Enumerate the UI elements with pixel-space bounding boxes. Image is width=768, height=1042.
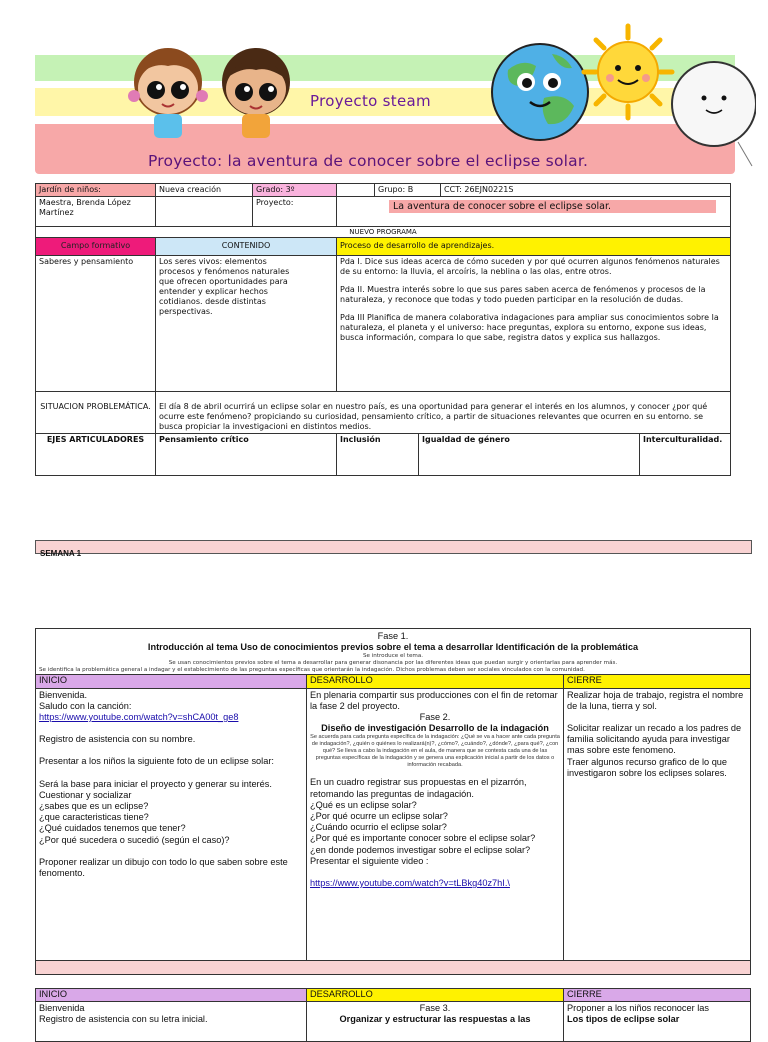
desarrollo-q4: ¿Por qué es importante conocer sobre el eclipse solar? (310, 833, 536, 844)
desarrollo-q5: ¿en donde podemos investigar sobre el eclipse solar? (310, 844, 531, 855)
fase1-sub1: Se introduce el tema. (362, 653, 424, 660)
inicio2-registro: Registro de asistencia con su letra inicial. (39, 1014, 208, 1025)
inicio-saludo: Saludo con la canción: (39, 700, 132, 711)
inicio-base: Será la base para iniciar el proyecto y generar su interés. (39, 778, 272, 789)
inicio-cuestionar: Cuestionar y socializar (39, 789, 132, 800)
pda-3: Pda III Planifica de manera colaborativa indagaciones para ampliar sus conocimientos sobre la naturaleza, el planeta y el universo: hace preguntas, explora su entorno, expone sus ideas, busca información, compara lo que sabe, registra datos y explica sus hallazgos. (340, 313, 719, 342)
fase3-label: Fase 3. (419, 1003, 451, 1014)
inicio-song-link[interactable]: https://www.youtube.com/watch?v=shCA00t_ge8 (39, 712, 239, 723)
cierre-header: CIERRE (564, 675, 751, 688)
semana-label: SEMANA 1 (40, 549, 82, 558)
desarrollo-plenaria: En plenaria compartir sus producciones con el fin de retomar la fase 2 del proyecto. (310, 689, 558, 711)
grade-value: Grado: 3º (253, 184, 337, 197)
eje-interculturalidad: Interculturalidad. (643, 435, 723, 444)
project-title: Proyecto: la aventura de conocer sobre el eclipse solar. (148, 152, 589, 170)
cierre2-header: CIERRE (564, 989, 751, 1002)
contenido-value: Los seres vivos: elementos procesos y fenómenos naturales que ofrecen oportunidades para entender y explicar hechos cotidianos. desde distintas perspectivas. (156, 256, 337, 392)
fase1-label: Fase 1. (377, 631, 409, 641)
desarrollo-video: Presentar el siguiente video : (310, 855, 429, 866)
ejes-label: EJES ARTICULADORES (36, 434, 156, 476)
group-value: Grupo: B (375, 184, 441, 197)
sun-illustration (580, 22, 676, 122)
inicio-q2: ¿que caracteristicas tiene? (39, 812, 149, 823)
cierre2-proponer: Proponer a los niños reconocer las (567, 1003, 709, 1014)
separator-band (36, 960, 751, 974)
inicio-header: INICIO (36, 675, 307, 688)
inicio-bienvenida: Bienvenida. (39, 689, 88, 700)
cierre-recado: Solicitar realizar un recado a los padres de familia solicitando ayuda para investigar mas sobre este fenomeno. (567, 723, 742, 756)
banner-title: Proyecto steam (310, 92, 431, 110)
desarrollo-q2: ¿Por qué ocurre un eclipse solar? (310, 811, 448, 822)
campo-header: Campo formativo (36, 238, 156, 256)
earth-illustration (488, 40, 592, 144)
inicio-q1: ¿sabes que es un eclipse? (39, 801, 149, 812)
inicio-q3: ¿Qué cuidados tenemos que tener? (39, 823, 186, 834)
program-label: NUEVO PROGRAMA (36, 227, 731, 238)
inicio-foto: Presentar a los niños la siguiente foto de un eclipse solar: (39, 756, 274, 767)
desarrollo-video-link[interactable]: https://www.youtube.com/watch?v=tLBkg40z7hI.\ (310, 878, 510, 889)
campo-value: Saberes y pensamiento (36, 256, 156, 392)
fase2-sub: Se acuerda para cada pregunta específica de la indagación: ¿Qué se va a hacer ante cada pregunta de indagación?, ¿quién o quiénes lo realizará(n)?, ¿cómo?, ¿cuándo?, ¿dónde?, ¿para qué?, ¿con qué? Se lleva a cabo la indagación en el aula, de manera que se contesta cada una de las preguntas específicas de la indagación y se genera una explicación inicial a partir de los datos o información recabada. (310, 734, 560, 769)
pda-1: Pda I. Dice sus ideas acerca de cómo suceden y por qué ocurren algunos fenómenos naturales de su entorno: la lluvia, el arcoíris, la neblina o las olas, entre otros. (340, 257, 720, 276)
teacher-name: Maestra, Brenda López Martínez (36, 197, 156, 227)
contenido-header: CONTENIDO (156, 238, 337, 256)
desarrollo-cuadro: En un cuadro registrar sus propuestas en el pizarrón, retomando las preguntas de indagación. (310, 777, 527, 799)
desarrollo-q3: ¿Cuándo ocurrio el eclipse solar? (310, 822, 447, 833)
cct-value: CCT: 26EJN0221S (441, 184, 731, 197)
inicio-q4: ¿Por qué sucedera o sucedió (según el caso)? (39, 834, 230, 845)
inicio-dibujo: Proponer realizar un dibujo con todo lo que saben sobre este fenomento. (39, 856, 288, 879)
situacion-label: SITUACION PROBLEMÁTICA. (36, 392, 156, 434)
fase3-title: Organizar y estructurar las respuestas a las (339, 1014, 531, 1025)
inicio2-bienvenida: Bienvenida (39, 1003, 85, 1014)
kinder-name: Nueva creación (156, 184, 253, 197)
plan-table (35, 628, 751, 986)
project-name: La aventura de conocer sobre el eclipse solar. (389, 200, 716, 213)
fase1-sub2: Se usan conocimientos previos sobre el tema a desarrollar para generar disonancia por las diferentes ideas que puedan surgir y orientarlas para aprender más. (168, 660, 618, 667)
moon-illustration (664, 58, 756, 168)
cierre-traer: Traer algunos recurso grafico de lo que investigaron sobre los eclipses solares. (567, 756, 728, 778)
fase1-sub3: Se identifica la problemática general a indagar y el establecimiento de las preguntas específicas que orientarán la indagación. Dichos problemas deben ser sociales vinculados con la comunidad. (39, 667, 585, 674)
pda-2: Pda II. Muestra interés sobre lo que sus pares saben acerca de fenómenos y procesos de la naturaleza, y reconoce que todas y todo pueden participar en la resolución de dudas. (340, 285, 706, 304)
eje-inclusion: Inclusión (337, 434, 419, 476)
children-illustration (118, 36, 313, 140)
fase1-title: Introducción al tema Uso de conocimientos previos sobre el tema a desarrollar Identificación de la problemática (147, 642, 639, 653)
inicio2-header: INICIO (36, 989, 307, 1002)
eje-pensamiento: Pensamiento crítico (156, 434, 337, 476)
inicio-registro: Registro de asistencia con su nombre. (39, 734, 196, 745)
proceso-header: Proceso de desarrollo de aprendizajes. (337, 238, 731, 256)
project-label: Proyecto: (253, 197, 337, 227)
cierre2-tipos: Los tipos de eclipse solar (567, 1014, 680, 1025)
project-info-table (35, 183, 731, 476)
fase2-label: Fase 2. (419, 712, 451, 723)
eje-igualdad: Igualdad de género (422, 435, 510, 444)
fase2-title: Diseño de investigación Desarrollo de la indagación (321, 723, 549, 734)
semana-band (35, 540, 752, 558)
desarrollo2-header: DESARROLLO (307, 989, 564, 1002)
situacion-value: El día 8 de abril ocurrirá un eclipse solar en nuestro país, es una oportunidad para generar el interés en los alumnos, y conocer ¿por qué ocurre este fenómeno? propiciando su curiosidad, pensamiento crítico, a partir de situaciones relevantes que ocurren en su entorno. se busca propiciar la investigacioni en distintos medios. (156, 392, 731, 434)
plan-table-2 (35, 988, 751, 1042)
desarrollo-q1: ¿Qué es un eclipse solar? (310, 799, 417, 810)
cierre-hoja: Realizar hoja de trabajo, registra el nombre de la luna, tierra y sol. (567, 689, 744, 711)
desarrollo-header: DESARROLLO (307, 675, 564, 688)
kinder-label: Jardín de niños: (36, 184, 156, 197)
